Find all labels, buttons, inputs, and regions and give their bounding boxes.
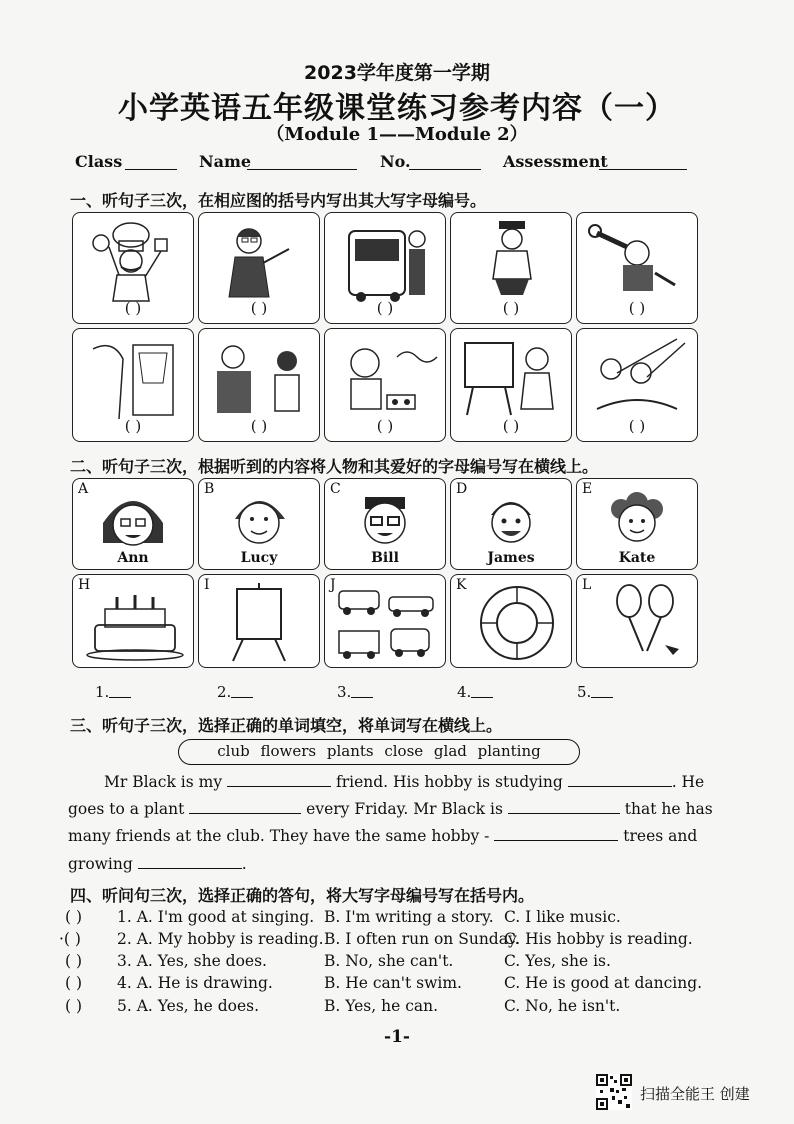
assessment-label: Assessment: [503, 152, 608, 171]
student-info-row: [75, 152, 715, 174]
answer-1[interactable]: 1.: [95, 683, 109, 701]
passage-line-4: growing .: [68, 855, 247, 873]
section4-title: 四、听问句三次，选择正确的答句，将大写字母编号写在括号内。: [70, 886, 535, 905]
blank-3[interactable]: [189, 799, 301, 814]
picture-interview: [198, 328, 320, 442]
no-field[interactable]: [409, 169, 481, 170]
answer-paren[interactable]: ( ): [124, 417, 142, 435]
hobby-card-i: I: [198, 574, 320, 668]
easel-icon: [199, 575, 320, 668]
answer-paren[interactable]: ( ): [628, 417, 646, 435]
answer-paren[interactable]: ( ): [65, 952, 83, 970]
hobby-card-k: K: [450, 574, 572, 668]
question-1: ( ) 1. A. I'm good at singing. B. I'm writing a story. C. I like music.: [65, 908, 621, 926]
picture-police: [450, 212, 572, 324]
person-card-c: C Bill: [324, 478, 446, 570]
picture-mechanic: [576, 212, 698, 324]
passage-line-1: Mr Black is my friend. His hobby is studying . He: [104, 773, 705, 791]
picture-teacher: [198, 212, 320, 324]
picture-music: [324, 328, 446, 442]
person-card-a: A Ann: [72, 478, 194, 570]
question-4: ( ) 4. A. He is drawing. B. He can't swim. C. He is good at dancing.: [65, 974, 703, 992]
answer-paren[interactable]: ( ): [376, 417, 394, 435]
person-name: Lucy: [240, 550, 278, 566]
toy-cars-icon: [325, 575, 446, 668]
name-label: Name: [199, 152, 252, 171]
class-label: Class: [75, 152, 123, 171]
hobby-card-j: J: [324, 574, 446, 668]
section2-title: 二、听句子三次，根据听到的内容将人物和其爱好的字母编号写在横线上。: [70, 457, 599, 476]
answer-paren[interactable]: ( ): [65, 908, 83, 926]
scanner-watermark: [596, 1074, 776, 1114]
answer-paren[interactable]: ( ): [65, 974, 83, 992]
answer-paren[interactable]: ( ): [124, 299, 142, 317]
answer-paren[interactable]: ( ): [65, 997, 83, 1015]
term-heading: 2023学年度第一学期: [304, 62, 490, 84]
qr-code-icon: [596, 1074, 632, 1110]
picture-painting: [450, 328, 572, 442]
answer-4[interactable]: 4.: [457, 683, 471, 701]
picture-bus-driver: [324, 212, 446, 324]
blank-4[interactable]: [508, 799, 620, 814]
name-field[interactable]: [247, 169, 357, 170]
page-number: -1-: [384, 1027, 410, 1047]
person-name: James: [487, 550, 535, 566]
scanner-label: 扫描全能王 创建: [640, 1085, 750, 1103]
person-card-d: D James: [450, 478, 572, 570]
swim-ring-icon: [451, 575, 572, 668]
picture-fishing: [576, 328, 698, 442]
answer-paren[interactable]: ( ): [502, 417, 520, 435]
answer-paren[interactable]: ( ): [250, 417, 268, 435]
person-name: Kate: [618, 550, 656, 566]
answer-paren[interactable]: ·( ): [59, 930, 81, 948]
hobby-card-h: H: [72, 574, 194, 668]
person-card-e: E Kate: [576, 478, 698, 570]
blank-1[interactable]: [227, 772, 331, 787]
word-bank: club flowers plants close glad planting: [178, 739, 580, 765]
class-field[interactable]: [125, 169, 177, 170]
question-5: ( ) 5. A. Yes, he does. B. Yes, he can. C. No, he isn't.: [65, 997, 621, 1015]
answer-2[interactable]: 2.: [217, 683, 231, 701]
picture-chef: [72, 212, 194, 324]
section3-title: 三、听句子三次，选择正确的单词填空，将单词写在横线上。: [70, 716, 503, 735]
blank-6[interactable]: [138, 854, 242, 869]
hobby-card-l: L: [576, 574, 698, 668]
passage-line-2: goes to a plant every Friday. Mr Black is that he has: [68, 800, 713, 818]
person-name: Ann: [117, 550, 149, 566]
badminton-icon: [577, 575, 698, 668]
answer-paren[interactable]: ( ): [376, 299, 394, 317]
answer-paren[interactable]: ( ): [628, 299, 646, 317]
section1-title: 一、听句子三次，在相应图的括号内写出其大写字母编号。: [70, 191, 487, 210]
page-title: 小学英语五年级课堂练习参考内容（一）: [118, 91, 676, 126]
assessment-field[interactable]: [599, 169, 687, 170]
answer-paren[interactable]: ( ): [502, 299, 520, 317]
no-label: No.: [380, 152, 411, 171]
picture-fashion-designer: [72, 328, 194, 442]
blank-2[interactable]: [568, 772, 672, 787]
question-2: ·( ) 2. A. My hobby is reading. B. I often run on Sunday. C. His hobby is reading.: [59, 930, 693, 948]
cake-icon: [73, 575, 194, 668]
blank-5[interactable]: [494, 826, 618, 841]
question-3: ( ) 3. A. Yes, she does. B. No, she can't. C. Yes, she is.: [65, 952, 611, 970]
passage-line-3: many friends at the club. They have the same hobby - trees and: [68, 827, 698, 845]
answer-paren[interactable]: ( ): [250, 299, 268, 317]
person-card-b: B Lucy: [198, 478, 320, 570]
answer-5[interactable]: 5.: [577, 683, 591, 701]
module-range: （Module 1——Module 2）: [266, 124, 528, 145]
person-name: Bill: [371, 550, 399, 566]
answer-3[interactable]: 3.: [337, 683, 351, 701]
